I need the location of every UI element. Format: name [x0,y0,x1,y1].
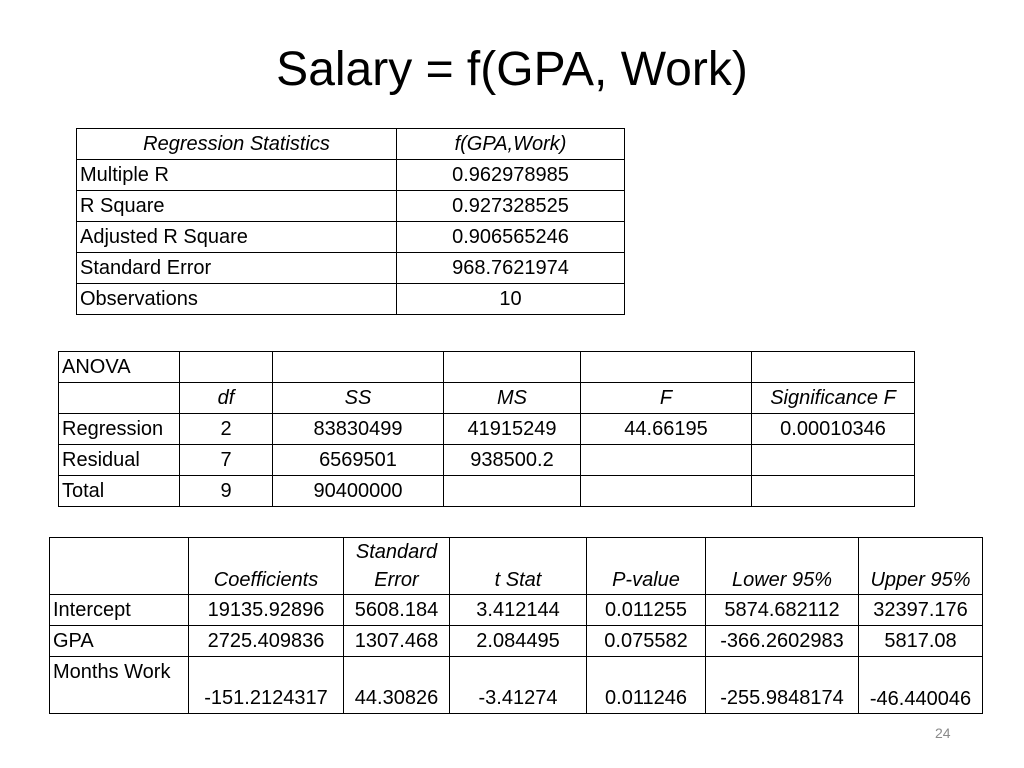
cell [444,476,581,507]
table-row [59,445,915,476]
stat-label: Standard Error [77,253,397,284]
cell: 19135.92896 [189,595,344,626]
table-row [77,191,625,222]
stat-value: 0.962978985 [397,160,625,191]
cell: 2 [180,414,273,445]
cell: 5608.184 [344,595,450,626]
cell: -366.2602983 [706,626,859,657]
table-row [59,352,915,383]
stat-label: Multiple R [77,160,397,191]
cell: -46.440046 [859,657,983,714]
empty-cell [273,352,444,383]
stat-value: 10 [397,284,625,315]
cell: 3.412144 [450,595,587,626]
row-label: Total [59,476,180,507]
anova-label: ANOVA [59,352,180,383]
cell: 938500.2 [444,445,581,476]
row-label: Months Work [50,657,189,714]
table-row [77,160,625,191]
empty-cell [752,352,915,383]
cell: 32397.176 [859,595,983,626]
table-header-row [77,129,625,160]
table-row [50,657,983,714]
table-row [59,414,915,445]
table-header-row [59,383,915,414]
header-cell: Upper 95% [859,538,983,595]
cell: 2.084495 [450,626,587,657]
empty-cell [180,352,273,383]
empty-cell [444,352,581,383]
cell [581,476,752,507]
cell: -3.41274 [450,657,587,714]
stat-label: Adjusted R Square [77,222,397,253]
row-label: Intercept [50,595,189,626]
header-cell: Lower 95% [706,538,859,595]
header-cell [50,538,189,595]
header-cell: Coefficients [189,538,344,595]
table-row [77,284,625,315]
cell: 5817.08 [859,626,983,657]
cell: 41915249 [444,414,581,445]
header-cell: F [581,383,752,414]
cell: 0.011246 [587,657,706,714]
header-cell [59,383,180,414]
table-header-row [50,538,983,595]
header-cell: SS [273,383,444,414]
header-cell: df [180,383,273,414]
cell [581,445,752,476]
row-label: Regression [59,414,180,445]
header-cell: f(GPA,Work) [397,129,625,160]
cell: 44.66195 [581,414,752,445]
cell: -255.9848174 [706,657,859,714]
cell: 44.30826 [344,657,450,714]
cell [752,445,915,476]
cell: 0.075582 [587,626,706,657]
table-row [77,222,625,253]
stat-value: 968.7621974 [397,253,625,284]
header-cell: P-value [587,538,706,595]
table-row [59,476,915,507]
stat-label: R Square [77,191,397,222]
regression-statistics-table [76,128,625,315]
table-row [77,253,625,284]
empty-cell [581,352,752,383]
row-label: GPA [50,626,189,657]
cell: 2725.409836 [189,626,344,657]
table-row [50,595,983,626]
header-cell: MS [444,383,581,414]
row-label: Residual [59,445,180,476]
stat-value: 0.927328525 [397,191,625,222]
header-cell: Standard Error [344,538,450,595]
cell: -151.2124317 [189,657,344,714]
cell [752,476,915,507]
cell: 9 [180,476,273,507]
stat-value: 0.906565246 [397,222,625,253]
coefficients-table [49,537,983,714]
cell: 1307.468 [344,626,450,657]
slide-title: Salary = f(GPA, Work) [276,43,748,96]
page-number: 24 [935,725,951,741]
stat-label: Observations [77,284,397,315]
table-row [50,626,983,657]
header-cell: Regression Statistics [77,129,397,160]
cell: 0.011255 [587,595,706,626]
cell: 90400000 [273,476,444,507]
cell: 6569501 [273,445,444,476]
cell: 83830499 [273,414,444,445]
cell: 7 [180,445,273,476]
anova-table [58,351,915,507]
header-cell: Significance F [752,383,915,414]
cell: 0.00010346 [752,414,915,445]
header-cell: t Stat [450,538,587,595]
cell: 5874.682112 [706,595,859,626]
